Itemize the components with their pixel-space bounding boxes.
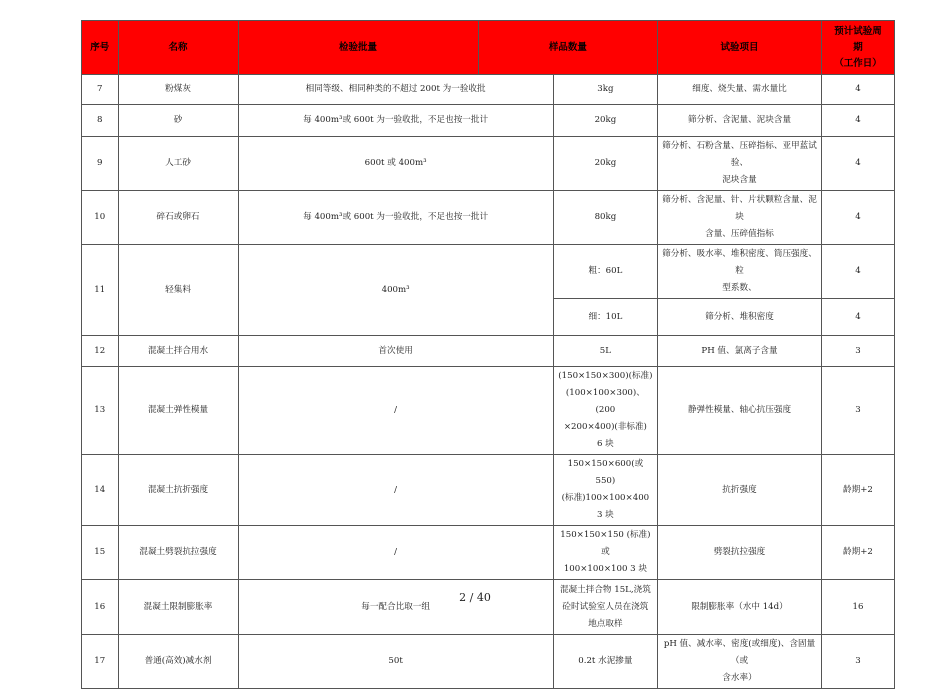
cell-batch: 首次使用 (238, 336, 553, 367)
cell-no: 10 (82, 191, 119, 245)
cell-sample: 混凝土拌合物 15L,浇筑 砼时试验室人员在浇筑 地点取样 (553, 580, 657, 635)
cell-sample: 150×150×600(或 550) (标准)100×100×400 3 块 (553, 455, 657, 526)
cell-sample: (150×150×300)(标准) (100×100×300)、(200 ×200×400)(非标准) 6 块 (553, 367, 657, 455)
cell-sample: 粗：60L (553, 245, 657, 299)
cell-period: 4 (821, 75, 894, 105)
table-row (82, 137, 895, 191)
cell-items: 劈裂抗拉强度 (658, 526, 822, 580)
cell-sample: 3kg (553, 75, 657, 105)
spec-table (81, 20, 895, 689)
table-row (82, 105, 895, 137)
cell-batch: 相同等级、相同种类的不超过 200t 为一验收批 (238, 75, 553, 105)
cell-period: 3 (821, 367, 894, 455)
cell-items: 抗折强度 (658, 455, 822, 526)
cell-period: 4 (821, 299, 894, 336)
cell-items: 筛分析、堆积密度 (658, 299, 822, 336)
cell-period: 4 (821, 245, 894, 299)
cell-period: 16 (821, 580, 894, 635)
cell-name: 混凝土限制膨胀率 (118, 580, 238, 635)
cell-period: 3 (821, 336, 894, 367)
cell-no: 12 (82, 336, 119, 367)
cell-no: 17 (82, 635, 119, 689)
cell-name: 混凝土拌合用水 (118, 336, 238, 367)
cell-no: 7 (82, 75, 119, 105)
header-batch: 检验批量 (238, 21, 478, 75)
cell-sample: 80kg (553, 191, 657, 245)
cell-batch: 50t (238, 635, 553, 689)
header-row (82, 21, 895, 75)
cell-name: 混凝土弹性模量 (118, 367, 238, 455)
table-row (82, 336, 895, 367)
table-row (82, 75, 895, 105)
cell-sample: 0.2t 水泥掺量 (553, 635, 657, 689)
table-row (82, 635, 895, 689)
cell-period: 龄期+2 (821, 455, 894, 526)
cell-name: 人工砂 (118, 137, 238, 191)
cell-name: 粉煤灰 (118, 75, 238, 105)
cell-items: 筛分析、含泥量、泥块含量 (658, 105, 822, 137)
table-row (82, 245, 895, 299)
cell-sample: 5L (553, 336, 657, 367)
cell-batch: 600t 或 400m³ (238, 137, 553, 191)
table-row (82, 367, 895, 455)
cell-batch: / (238, 367, 553, 455)
cell-period: 4 (821, 191, 894, 245)
cell-items: 限制膨胀率（水中 14d） (658, 580, 822, 635)
cell-batch: 每一配合比取一组 (238, 580, 553, 635)
cell-items: 筛分析、石粉含量、压碎指标、亚甲蓝试验、 泥块含量 (658, 137, 822, 191)
cell-name: 轻集料 (118, 245, 238, 336)
cell-items: PH 值、氯离子含量 (658, 336, 822, 367)
cell-sample: 150×150×150 (标准) 或 100×100×100 3 块 (553, 526, 657, 580)
cell-no: 11 (82, 245, 119, 336)
header-period: 预计试验周 期 （工作日） (821, 21, 894, 75)
cell-no: 8 (82, 105, 119, 137)
page-number: 2 / 40 (459, 591, 491, 604)
cell-period: 4 (821, 105, 894, 137)
cell-items: 细度、烧失量、需水量比 (658, 75, 822, 105)
cell-no: 15 (82, 526, 119, 580)
cell-period: 龄期+2 (821, 526, 894, 580)
cell-items: 筛分析、吸水率、堆积密度、筒压强度、粒 型系数、 (658, 245, 822, 299)
cell-batch: 400m³ (238, 245, 553, 336)
cell-no: 13 (82, 367, 119, 455)
header-name: 名称 (118, 21, 238, 75)
table-row (82, 191, 895, 245)
table-row (82, 455, 895, 526)
cell-name: 砂 (118, 105, 238, 137)
cell-no: 14 (82, 455, 119, 526)
cell-sample: 细：10L (553, 299, 657, 336)
cell-no: 16 (82, 580, 119, 635)
cell-period: 4 (821, 137, 894, 191)
cell-name: 普通(高效)减水剂 (118, 635, 238, 689)
cell-items: 筛分析、含泥量、针、片状颗粒含量、泥块 含量、压碎值指标 (658, 191, 822, 245)
cell-batch: / (238, 455, 553, 526)
header-no: 序号 (82, 21, 119, 75)
cell-name: 混凝土劈裂抗拉强度 (118, 526, 238, 580)
cell-batch: 每 400m³或 600t 为一验收批，不足也按一批计 (238, 105, 553, 137)
header-items: 试验项目 (658, 21, 822, 75)
table-row (82, 580, 895, 635)
cell-batch: 每 400m³或 600t 为一验收批，不足也按一批计 (238, 191, 553, 245)
cell-items: 静弹性模量、轴心抗压强度 (658, 367, 822, 455)
cell-batch: / (238, 526, 553, 580)
cell-sample: 20kg (553, 105, 657, 137)
header-sample: 样品数量 (478, 21, 658, 75)
cell-items: pH 值、减水率、密度(或细度)、含固量（或 含水率） (658, 635, 822, 689)
table-row (82, 526, 895, 580)
cell-no: 9 (82, 137, 119, 191)
cell-name: 碎石或卵石 (118, 191, 238, 245)
cell-sample: 20kg (553, 137, 657, 191)
cell-period: 3 (821, 635, 894, 689)
cell-name: 混凝土抗折强度 (118, 455, 238, 526)
